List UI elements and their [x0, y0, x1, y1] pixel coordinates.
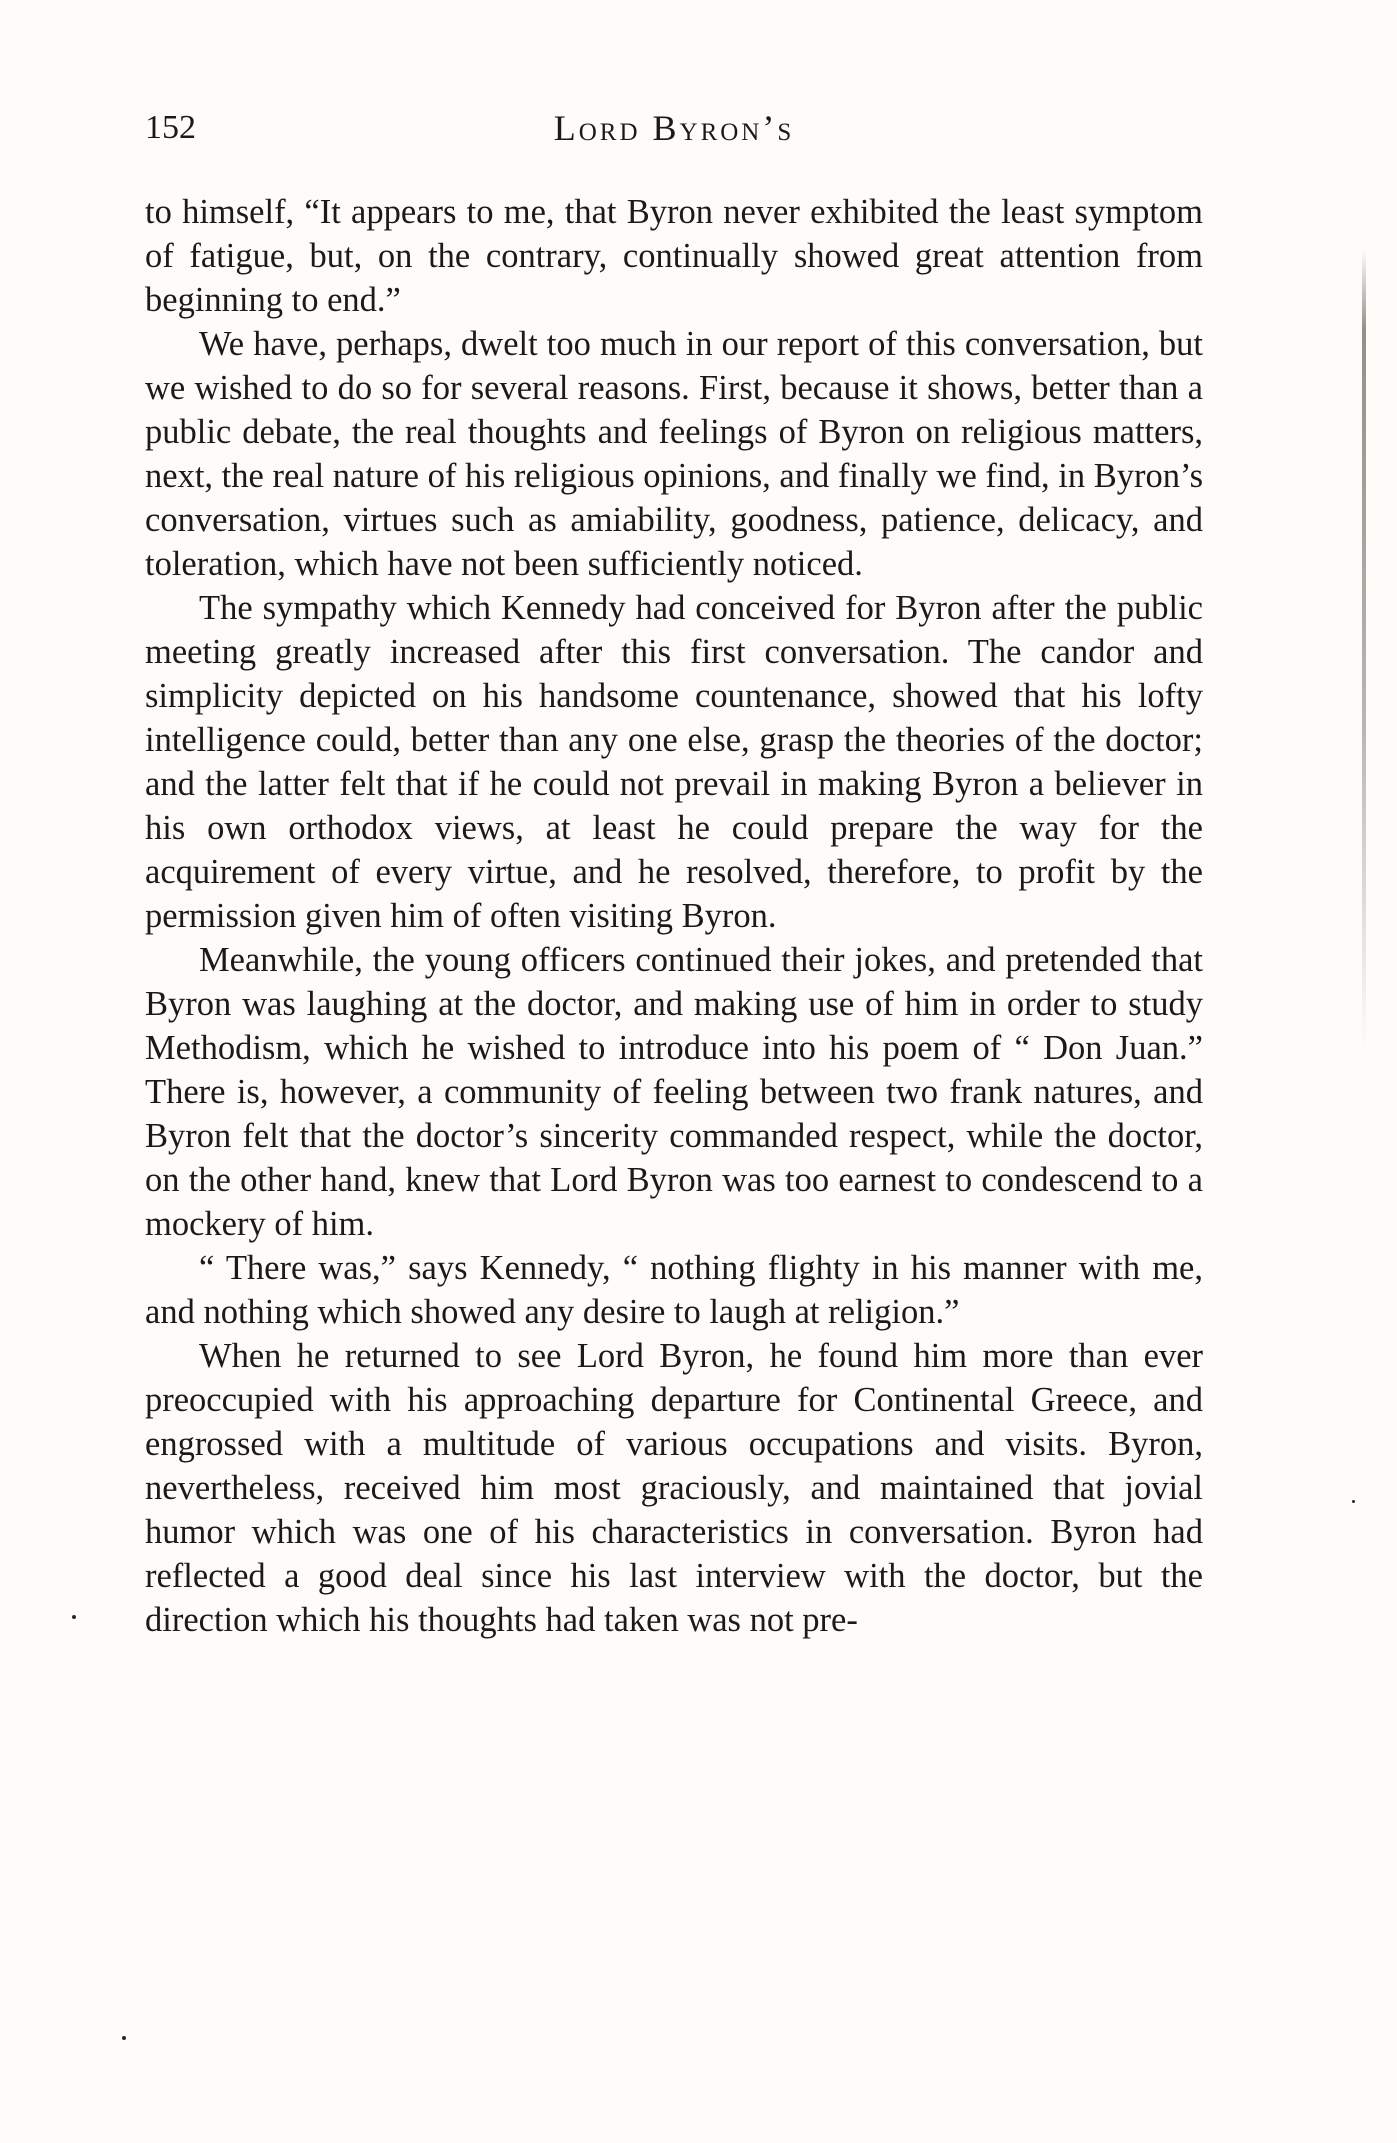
binding-shadow — [1362, 250, 1366, 1050]
paragraph: Meanwhile, the young officers continued their jokes, and pretended that Byron was laughing at the doctor, and making use of him in order to study Methodism, which he wished to introduce into his poem of “ Don Juan.” There is, however, a community of feeling between two frank natures, and Byron felt that the doctor’s sincerity commanded respect, while the doctor, on the other hand, knew that Lord Byron was too earnest to condescend to a mockery of him. — [145, 941, 1203, 1243]
paragraph-continuation: to himself, “It appears to me, that Byron never exhibited the least symptom of fatigue, but, on the contrary, continually showed great attention from beginning to end.” — [145, 193, 1203, 319]
paragraph: The sympathy which Kennedy had conceived for Byron after the public meeting greatly increased after this first conversation. The candor and simplicity depicted on his handsome countenance, showed that his lofty intelligence could, better than any one else, grasp the theories of the doctor; and the latter felt that if he could not prevail in making Byron a believer in his own orthodox views, at least he could prepare the way for the acquirement of every virtue, and he resolved, therefore, to profit by the permission given him of often visiting Byron. — [145, 589, 1203, 935]
page-header — [145, 106, 1203, 150]
page-number: 152 — [145, 109, 196, 146]
paragraph: “ There was,” says Kennedy, “ nothing flighty in his manner with me, and nothing which showed any desire to laugh at religion.” — [145, 1249, 1203, 1331]
paragraph: We have, perhaps, dwelt too much in our report of this conversation, but we wished to do so for several reasons. First, because it shows, better than a public debate, the real thoughts and feelings of Byron on religious matters, next, the real nature of his religious opinions, and finally we find, in Byron’s conversation, virtues such as amiability, goodness, patience, delicacy, and toleration, which have not been sufficiently noticed. — [145, 325, 1203, 583]
paragraph: When he returned to see Lord Byron, he found him more than ever preoccupied with his approaching departure for Continental Greece, and engrossed with a multitude of various occupations and visits. Byron, nevertheless, received him most graciously, and maintained that jovial humor which was one of his characteristics in conversation. Byron had reflected a good deal since his last interview with the doctor, but the direction which his thoughts had taken was not pre- — [145, 1337, 1203, 1639]
print-speck — [122, 2036, 126, 2040]
running-head: Lord Byron’s — [553, 108, 795, 148]
body-text — [145, 190, 1203, 1642]
print-speck — [1352, 1500, 1355, 1503]
print-speck — [72, 1615, 76, 1619]
